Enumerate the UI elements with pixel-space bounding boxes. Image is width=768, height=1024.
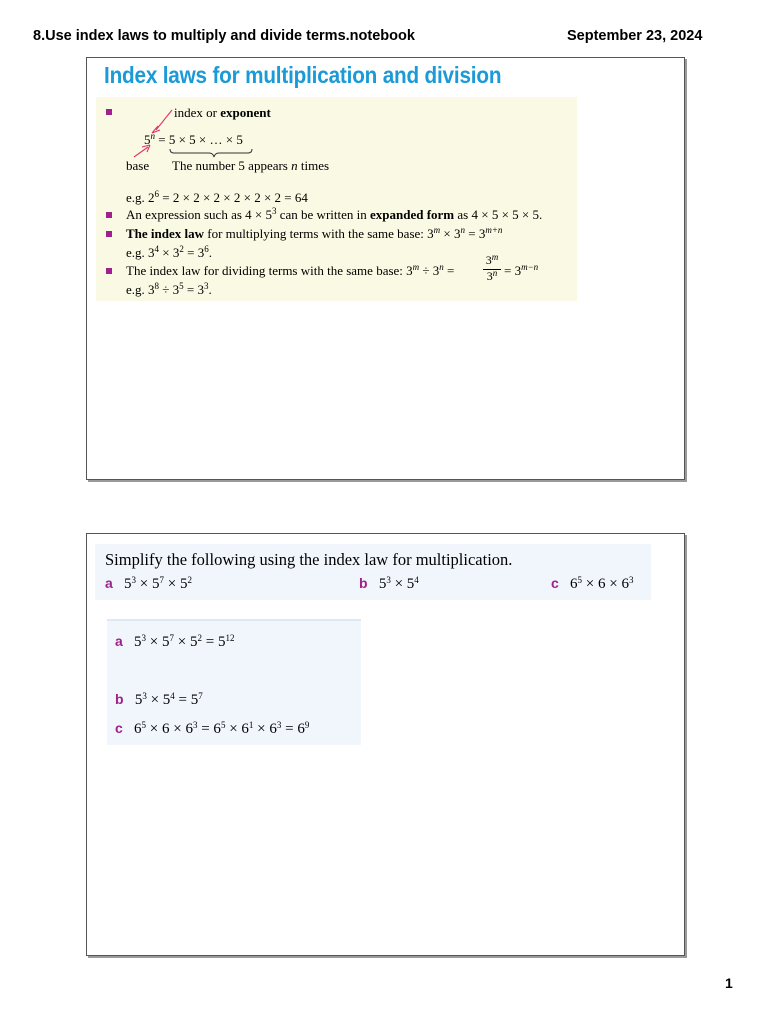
document-date: September 23, 2024: [567, 28, 703, 44]
division-fraction: 3$^m$ 3$^n$: [483, 254, 501, 283]
bullet-marker: [106, 212, 112, 218]
bullet-marker: [106, 268, 112, 274]
page-number: 1: [725, 975, 733, 991]
division-law-line: The index law for dividing terms with the same base: $3^m \div 3^n$ =: [126, 262, 455, 278]
division-example: e.g. $3^8 \div 3^5 = 3^3$.: [126, 281, 212, 297]
bullet-marker: [106, 231, 112, 237]
base-label: base: [126, 158, 150, 173]
question-b: b $5^3 \times 5^4$: [359, 575, 419, 592]
expression-5n: $5^n = 5 \times 5$ × … × 5: [144, 131, 243, 147]
key-ideas-box: [96, 97, 577, 301]
expanded-form-line: An expression such as $4 \times 5^3$ can be written in expanded form as 4 × 5 × 5 × 5.: [126, 206, 543, 222]
multiplication-example: e.g. $3^4 \times 3^2 = 3^6$.: [126, 244, 212, 260]
division-result: = $3^{m-n}$: [504, 262, 539, 278]
question-box: [95, 544, 651, 600]
index-arrow: [156, 110, 172, 130]
question-prompt: Simplify the following using the index law for multiplication.: [105, 550, 513, 569]
multiplication-law-line: The index law for multiplying terms with the same base: $3^m \times 3^n = 3^{m+n}$: [126, 225, 503, 241]
slide-title: Index laws for multiplication and division: [104, 62, 502, 88]
index-label: index or: [174, 105, 217, 120]
appears-times: times: [300, 158, 330, 173]
appears-label: The number 5 appears: [172, 158, 288, 173]
question-c: c $6^5 \times 6 \times 6^3$: [551, 575, 634, 592]
document-title: 8.Use index laws to multiply and divide terms.notebook: [33, 28, 415, 44]
appears-var: n: [291, 158, 298, 173]
answer-c: c $6^5 \times 6 \times 6^3 = 6^5 \times 6^1 \times 6^3 = 6^9$: [115, 720, 310, 737]
slide-simplify-exercise: [86, 533, 685, 956]
answer-box: [107, 619, 361, 745]
base-arrow: [134, 147, 148, 157]
exponent-label: exponent: [220, 105, 271, 120]
brace: [170, 149, 252, 157]
answer-a: a $5^3 \times 5^7 \times 5^2 = 5^{12}$: [115, 633, 235, 650]
example-2-6: e.g. $2^6 = 2 \times 2 \times 2 \times 2 \times 2 \times 2 = 64$: [126, 189, 308, 205]
answer-b: b $5^3 \times 5^4 = 5^7$: [115, 691, 203, 708]
question-a: a $5^3 \times 5^7 \times 5^2$: [105, 575, 192, 592]
slide-index-laws: [86, 57, 685, 480]
